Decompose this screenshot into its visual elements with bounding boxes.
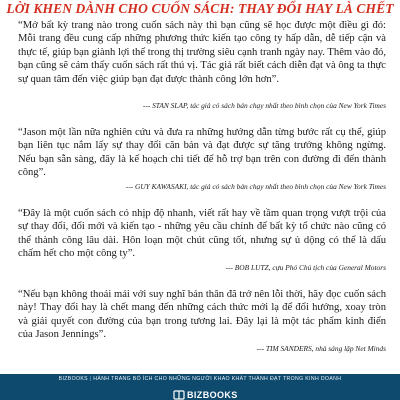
bizbooks-logo-text: BIZBOOKS	[187, 389, 238, 400]
bizbooks-logo-icon	[173, 390, 185, 400]
footer-separator: |	[89, 376, 92, 382]
quote-guy-kawasaki: “Jason một lần nữa nghiên cứu và đưa ra những hướng dẫn từng bước rất cụ thể, giúp bạn liên tục nắm lấy sự thay đổi căn bản và đạt được sự tăng trưởng không ngừng. Nếu bạn sẵn sàng, đây là kế hoạch chi tiết để hỗ trợ bạn trên con đường đi đến thành công”.	[18, 127, 386, 179]
footer-tagline-line	[0, 376, 400, 382]
attribution-stan-slap: --- STAN SLAP, tác giả có sách bán chạy nhất theo bình chọn của New York Times	[142, 101, 386, 110]
quote-tim-sanders: “Nếu bạn không thoái mái với suy nghĩ bản thân đã trở nên lỗi thời, hãy đọc cuốn sách này! Thay đổi hay là chết mang đến những cách thức mới lạ để đổi hướng, xoay tròn và giải quyết con đường của bạn trong tương lai. Đây lại là một tác phẩm kinh điển của Jason Jennings”.	[18, 289, 386, 341]
attribution-tim-sanders: --- TIM SANDERS, nhà sáng lập Net Minds	[256, 344, 386, 353]
bizbooks-logo	[173, 389, 238, 400]
quote-stan-slap: “Mở bất kỳ trang nào trong cuốn sách này thì bạn cũng sẽ học được một điều gì đó: Mỗi trang đều cung cấp những phương thức kiến tạo công ty hấp dẫn, dễ tiếp cận và thực tế, giúp bạn giành lợi thế trong thị trường siêu cạnh tranh ngày nay. Thêm vào đó, bạn cũng sẽ cảm thấy cuốn sách rất thú vị. Tác giả rất biết cách diễn đạt và ông ta thực sự quan tâm đến việc giúp bạn đạt được thành công lớn hơn”.	[18, 20, 386, 85]
page-title: LỜI KHEN DÀNH CHO CUỐN SÁCH: THAY ĐỔI HAY LÀ CHẾT	[6, 1, 394, 16]
footer-tagline: HÀNH TRANG BỔ ÍCH CHO NHỮNG NGƯỜI KHAO KHÁT THÀNH ĐẠT TRONG KINH DOANH	[93, 376, 342, 382]
attribution-guy-kawasaki: --- GUY KAWASAKI, tác giả có sách bán chạy nhất theo bình chọn của New York Times	[125, 182, 386, 191]
footer-brand: BIZBOOKS	[58, 376, 88, 382]
quote-bob-lutz: “Đây là một cuốn sách có nhịp độ nhanh, viết rất hay về tầm quan trọng vượt trội của sự thay đổi, đổi mới và kiến tạo - những yêu cầu chính để bất kỳ tổ chức nào cũng có thể thành công lâu dài. Hôn loạn một chút cũng tốt, nhưng sự ủ dộng có thể là dấu chấm hết cho một công ty”.	[18, 208, 386, 260]
attribution-bob-lutz: --- BOB LUTZ, cựu Phó Chủ tịch của General Motors	[225, 263, 386, 272]
